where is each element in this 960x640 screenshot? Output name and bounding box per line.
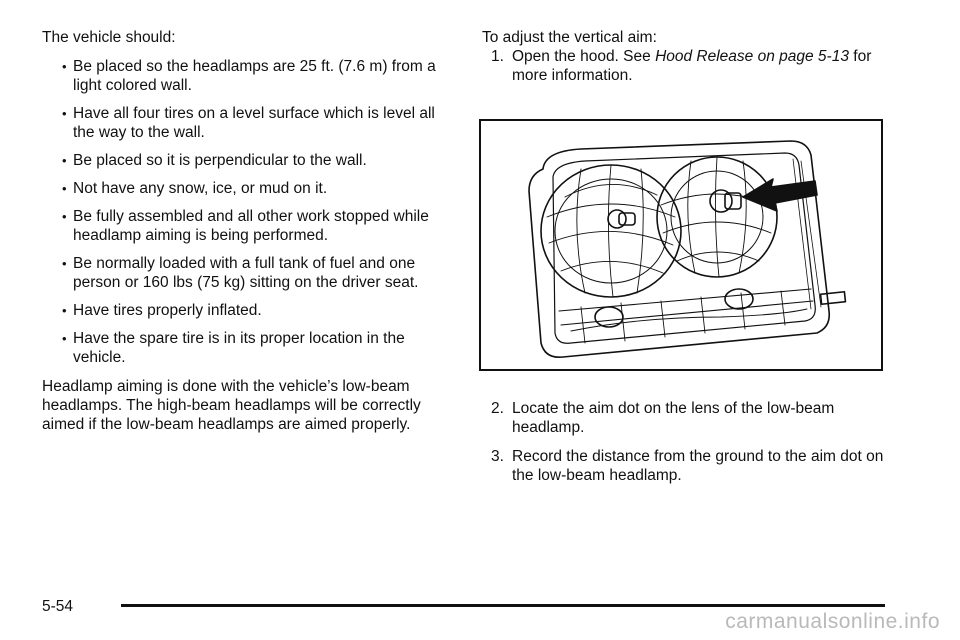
steps-list-top [482,47,892,85]
bullet-icon: • [62,181,67,196]
step-number: 2. [491,400,504,417]
step-item: 2. Locate the aim dot on the lens of the low-beam headlamp. [491,400,835,436]
bullet-icon: • [62,106,67,121]
watermark: carmanualsonline.info [725,610,940,633]
list-item: • Have tires properly inflated. [62,302,262,319]
bullet-icon: • [62,209,67,224]
footer-divider [121,604,885,607]
low-beam-reflector [541,165,681,297]
bullet-icon: • [62,59,67,74]
page-number: 5-54 [42,598,74,615]
right-column [482,28,892,95]
list-item: • Not have any snow, ice, or mud on it. [62,180,328,197]
step-number: 1. [491,48,504,65]
headlamp-aiming-paragraph: Headlamp aiming is done with the vehicle’s low-beam headlamps. The high-beam headlamps will be correctly aimed if the low-beam headlamps are aimed properly. [42,378,421,433]
lower-lamp-section [559,289,813,343]
vehicle-requirements-list [42,57,452,367]
list-item: • Be placed so the headlamps are 25 ft. (7.6 m) from a light colored wall. [62,58,436,94]
right-column-lower [482,399,892,495]
list-item: • Be placed so it is perpendicular to the wall. [62,152,367,169]
step-item: 1. Open the hood. See Hood Release on page 5-13 for more information. [491,48,872,84]
list-item: • Have the spare tire is in its proper location in the vehicle. [62,330,405,366]
vertical-aim-intro: To adjust the vertical aim: [482,29,657,46]
vehicle-requirements-intro: The vehicle should: [42,29,176,46]
list-item: • Have all four tires on a level surface which is level all the way to the wall. [62,105,435,141]
bullet-icon: • [62,153,67,168]
steps-list-bottom [482,399,892,485]
bullet-icon: • [62,303,67,318]
list-item: • Be fully assembled and all other work stopped while headlamp aiming is being performed. [62,208,429,244]
headlamp-illustration [479,119,883,371]
step-number: 3. [491,448,504,465]
bullet-icon: • [62,331,67,346]
bullet-icon: • [62,256,67,271]
step-item: 3. Record the distance from the ground to the aim dot on the low-beam headlamp. [491,448,884,484]
list-item: • Be normally loaded with a full tank of fuel and one person or 160 lbs (75 kg) sitting on the driver seat. [62,255,419,291]
hood-release-reference: Hood Release on page 5-13 [655,48,849,65]
side-marker [821,292,846,304]
left-column [42,28,452,450]
